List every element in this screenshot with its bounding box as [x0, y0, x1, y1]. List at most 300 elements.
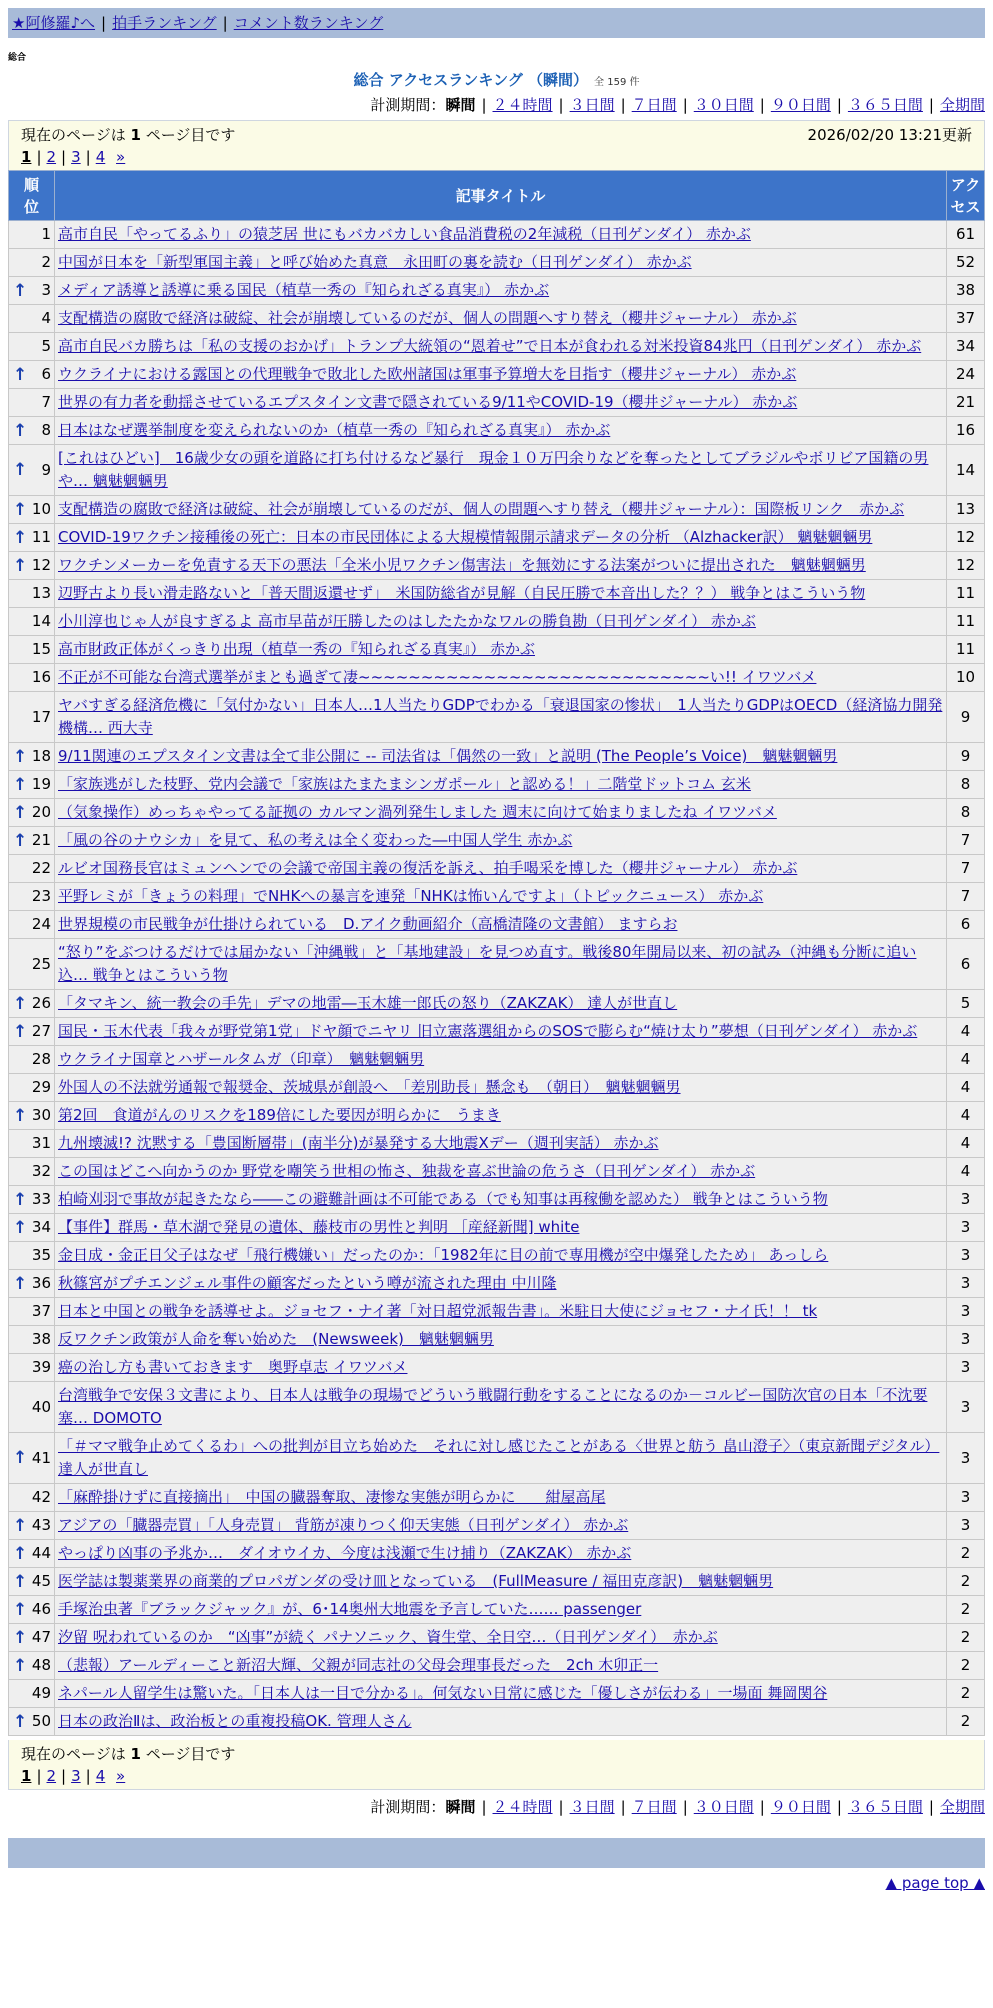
rank-number: 49 [31, 1684, 51, 1702]
article-link[interactable]: 高市自民「やってるふり」の猿芝居 世にもバカバカしい食品消費税の2年減税（日刊ゲンダイ） 赤かぶ [58, 225, 751, 243]
rank-number: 36 [31, 1274, 51, 1292]
footer-bar [8, 1838, 985, 1868]
article-link[interactable]: アジアの「臓器売買」「人身売買」 背筋が凍りつく仰天実態（日刊ゲンダイ） 赤かぶ [58, 1516, 629, 1534]
title-cell [55, 1433, 947, 1484]
rank-cell [9, 1512, 55, 1540]
access-count-cell: 4 [947, 1046, 985, 1074]
access-count-cell: 6 [947, 911, 985, 939]
rank-cell [9, 580, 55, 608]
page-link[interactable]: 4 [95, 148, 106, 166]
table-row [9, 1596, 985, 1624]
ranking-title [0, 69, 993, 90]
access-count-cell: 4 [947, 1158, 985, 1186]
article-link[interactable]: 世界規模の市民戦争が仕掛けられている D.アイク動画紹介（高橋清隆の文書館） ますらお [58, 915, 678, 933]
rank-number: 14 [31, 612, 51, 630]
title-cell [55, 664, 947, 692]
rank-number: 8 [41, 421, 51, 439]
page-prefix: 現在のページは [21, 1745, 126, 1763]
title-cell [55, 990, 947, 1018]
rank-up-arrow-icon: ↑ [13, 1599, 28, 1620]
access-count-cell: 11 [947, 608, 985, 636]
rank-number: 45 [31, 1572, 51, 1590]
rank-number: 47 [31, 1628, 51, 1646]
rank-number: 46 [31, 1600, 51, 1618]
table-row [9, 1624, 985, 1652]
rank-number: 3 [41, 281, 51, 299]
article-link[interactable]: ルビオ国務長官はミュンヘンでの会議で帝国主義の復活を訴え、拍手喝采を博した（櫻井ジャーナル） 赤かぶ [58, 859, 798, 877]
rank-cell [9, 389, 55, 417]
table-row [9, 1242, 985, 1270]
title-cell [55, 1596, 947, 1624]
rank-up-arrow-icon: ↑ [13, 1273, 28, 1294]
article-link[interactable]: “怒り”をぶつけるだけでは届かない「沖縄戦」と「基地建設」を見つめ直す。戦後80年開局以来、初の試み（沖縄も分断に追い込… 戦争とはこういう物 [58, 943, 917, 984]
rank-cell [9, 552, 55, 580]
next-page-link[interactable]: » [116, 148, 126, 166]
article-link[interactable]: 柏崎刈羽で事故が起きたなら――この避難計画は不可能である（でも知事は再稼働を認めた） 戦争とはこういう物 [58, 1190, 828, 1208]
table-row [9, 1433, 985, 1484]
article-link[interactable]: 医学誌は製薬業界の商業的プロパガンダの受け皿となっている (FullMeasure / 福田克彦訳) 魑魅魍魎男 [58, 1572, 774, 1590]
title-cell [55, 1130, 947, 1158]
article-link[interactable]: （悲報）アールディーこと新沼大輝、父親が同志社の父母会理事長だった 2ch 木卯正一 [58, 1656, 659, 1674]
rank-cell [9, 1270, 55, 1298]
table-row [9, 939, 985, 990]
period-link[interactable]: ３０日間 [693, 96, 754, 114]
access-count-cell: 7 [947, 827, 985, 855]
access-count-cell: 24 [947, 361, 985, 389]
rank-cell [9, 1382, 55, 1433]
access-count-cell: 2 [947, 1708, 985, 1736]
title-cell [55, 1382, 947, 1433]
title-cell [55, 911, 947, 939]
article-link[interactable]: 支配構造の腐敗で経済は破綻、社会が崩壊しているのだが、個人の問題へすり替え（櫻井ジャーナル） 赤かぶ [58, 309, 797, 327]
rank-cell [9, 1242, 55, 1270]
article-link[interactable]: 高市自民バカ勝ちは「私の支援のおかげ」トランプ大統領の“恩着せ”で日本が食われる対米投資84兆円（日刊ゲンダイ） 赤かぶ [58, 337, 922, 355]
article-link[interactable]: ワクチンメーカーを免責する天下の悪法「全米小児ワクチン傷害法」を無効にする法案がついに提出された 魑魅魍魎男 [58, 556, 866, 574]
title-cell [55, 799, 947, 827]
period-separator: | [836, 96, 842, 114]
article-link[interactable]: この国はどこへ向かうのか 野党を嘲笑う世相の怖さ、独裁を喜ぶ世論の危うさ（日刊ゲンダイ） 赤かぶ [58, 1162, 756, 1180]
access-count-cell: 4 [947, 1074, 985, 1102]
article-link[interactable]: 日本と中国との戦争を誘導せよ。ジョセフ・ナイ著「対日超党派報告書」。米駐日大使にジョセフ・ナイ氏！！ tk [58, 1302, 818, 1320]
table-row [9, 1158, 985, 1186]
rank-cell [9, 1214, 55, 1242]
table-row [9, 1382, 985, 1433]
rank-cell [9, 1596, 55, 1624]
access-count-cell: 3 [947, 1354, 985, 1382]
rank-number: 32 [31, 1162, 51, 1180]
page-link[interactable]: 2 [46, 148, 57, 166]
article-link[interactable]: 「麻酔掛けずに直接摘出」 中国の臓器奪取、凄惨な実態が明らかに 紺屋高尾 [58, 1488, 606, 1506]
article-link[interactable]: 手塚治虫著『ブラックジャック』が、6･14奥州大地震を予言していた…… passenger [58, 1600, 642, 1618]
rank-cell [9, 664, 55, 692]
ranking-table [8, 170, 985, 1736]
rank-number: 12 [31, 556, 51, 574]
title-cell [55, 1326, 947, 1354]
period-link[interactable]: 全期間 [939, 1798, 985, 1816]
rank-cell [9, 417, 55, 445]
access-count-cell: 3 [947, 1382, 985, 1433]
rank-cell [9, 1186, 55, 1214]
table-row [9, 911, 985, 939]
access-count-cell: 2 [947, 1540, 985, 1568]
title-cell [55, 855, 947, 883]
article-link[interactable]: 台湾戦争で安保３文書により、日本人は戦争の現場でどういう戦闘行動をすることになるのか－コルビー国防次官の日本「不沈要塞… DOMOTO [58, 1386, 928, 1427]
period-separator: | [836, 1798, 842, 1816]
table-row [9, 1298, 985, 1326]
article-link[interactable]: 反ワクチン政策が人命を奪い始めた (Newsweek) 魑魅魍魎男 [58, 1330, 494, 1348]
access-count-cell: 8 [947, 799, 985, 827]
access-count-cell: 11 [947, 580, 985, 608]
table-row [9, 1540, 985, 1568]
page-prefix: 現在のページは [21, 126, 126, 144]
rank-cell [9, 333, 55, 361]
period-separator: | [759, 1798, 765, 1816]
article-link[interactable]: 不正が不可能な台湾式選挙がまとも過ぎて凄~~~~~~~~~~~~~~~~~~~~~~~~~~~~い!! イワツバメ [58, 668, 817, 686]
access-count-cell: 4 [947, 1130, 985, 1158]
page-link[interactable]: 4 [95, 1767, 106, 1785]
rank-cell [9, 1708, 55, 1736]
period-link[interactable]: 全期間 [939, 96, 985, 114]
period-separator: | [682, 1798, 688, 1816]
article-link[interactable]: ウクライナ国章とハザールタムガ（印章） 魑魅魍魎男 [58, 1050, 425, 1068]
pagination-bottom [8, 1740, 985, 1790]
period-link[interactable]: ２４時間 [492, 96, 553, 114]
access-count-cell: 3 [947, 1214, 985, 1242]
article-link[interactable]: 日本はなぜ選挙制度を変えられないのか（植草一秀の『知られざる真実』） 赤かぶ [58, 421, 611, 439]
access-count-cell: 4 [947, 1102, 985, 1130]
rank-number: 30 [31, 1106, 51, 1124]
access-count-cell: 52 [947, 249, 985, 277]
period-link[interactable]: ２４時間 [492, 1798, 553, 1816]
access-count-cell: 9 [947, 743, 985, 771]
pager-separator: | [85, 1767, 91, 1785]
rank-cell [9, 990, 55, 1018]
article-link[interactable]: 「タマキン、統一教会の手先」デマの地雷―玉木雄一郎氏の怒り（ZAKZAK） 達人が世直し [58, 994, 678, 1012]
article-link[interactable]: COVID-19ワクチン接種後の死亡：日本の市民団体による大規模情報開示請求データの分析 （Alzhacker訳） 魑魅魍魎男 [58, 528, 873, 546]
article-link[interactable]: 「＃ママ戦争止めてくるわ」への批判が目立ち始めた それに対し感じたことがある〈世界と舫う 畠山澄子〉（東京新聞デジタル） 達人が世直し [58, 1437, 940, 1478]
article-link[interactable]: 「風の谷のナウシカ」を見て、私の考えは全く変わった―中国人学生 赤かぶ [58, 831, 573, 849]
article-link[interactable]: 高市財政正体がくっきり出現（植草一秀の『知られざる真実』） 赤かぶ [58, 640, 535, 658]
rank-up-arrow-icon: ↑ [13, 1711, 28, 1732]
rank-up-arrow-icon: ↑ [13, 1189, 28, 1210]
article-link[interactable]: やっぱり凶事の予兆か… ダイオウイカ、今度は浅瀬で生け捕り（ZAKZAK） 赤かぶ [58, 1544, 632, 1562]
period-link[interactable]: ３０日間 [693, 1798, 754, 1816]
period-separator: | [481, 96, 487, 114]
title-cell [55, 333, 947, 361]
access-count-cell: 2 [947, 1624, 985, 1652]
rank-number: 43 [31, 1516, 51, 1534]
article-link[interactable]: 世界の有力者を動揺させているエプスタイン文書で隠されている9/11やCOVID-19（櫻井ジャーナル） 赤かぶ [58, 393, 798, 411]
access-count-cell: 7 [947, 883, 985, 911]
article-link[interactable]: 国民・玉木代表「我々が野党第1党」ドヤ顔でニヤリ 旧立憲落選組からのSOSで膨らむ“焼け太り”夢想（日刊ゲンダイ） 赤かぶ [58, 1022, 918, 1040]
rank-cell [9, 1433, 55, 1484]
period-separator: | [481, 1798, 487, 1816]
rank-number: 29 [31, 1078, 51, 1096]
article-link[interactable]: 秋篠宮がプチエンジェル事件の顧客だったという噂が流された理由 中川隆 [58, 1274, 557, 1292]
rank-cell [9, 1624, 55, 1652]
rank-number: 16 [31, 668, 51, 686]
table-row [9, 417, 985, 445]
title-cell [55, 389, 947, 417]
title-cell [55, 883, 947, 911]
title-cell [55, 1046, 947, 1074]
rank-number: 50 [31, 1712, 51, 1730]
period-link[interactable]: ３日間 [569, 96, 615, 114]
rank-number: 5 [41, 337, 51, 355]
article-link[interactable]: 「家族逃がした枝野、党内会議で「家族はたまたまシンガポール」と認める！」二階堂ドットコム 玄米 [58, 775, 751, 793]
title-header: 記事タイトル [55, 171, 947, 221]
article-link[interactable]: 外国人の不法就労通報で報奨金、茨城県が創設へ 「差別助長」懸念も （朝日） 魑魅魍魎男 [58, 1078, 681, 1096]
nav-separator: | [222, 14, 228, 32]
table-row [9, 1568, 985, 1596]
table-row [9, 496, 985, 524]
table-row [9, 580, 985, 608]
period-link[interactable]: ９０日間 [770, 1798, 831, 1816]
access-header: アク セス [947, 171, 985, 221]
period-link[interactable]: ３６５日間 [847, 96, 923, 114]
article-link[interactable]: ネパール人留学生は驚いた。「日本人は一目で分かる」。何気ない日常に感じた「優しさが伝わる」一場面 舞岡関谷 [58, 1684, 828, 1702]
period-link[interactable]: ３日間 [569, 1798, 615, 1816]
period-link[interactable]: ７日間 [631, 1798, 677, 1816]
title-cell [55, 771, 947, 799]
rank-number: 35 [31, 1246, 51, 1264]
article-link[interactable]: 9/11関連のエプスタイン文書は全て非公開に -- 司法省は「偶然の一致」と説明 (The People’s Voice) 魑魅魍魎男 [58, 747, 838, 765]
rank-cell [9, 743, 55, 771]
access-count-cell: 4 [947, 1018, 985, 1046]
rank-up-arrow-icon: ↑ [13, 280, 28, 301]
article-link[interactable]: 小川淳也じゃ人が良すぎるよ 高市早苗が圧勝したのはしたたかなワルの勝負勘（日刊ゲンダイ） 赤かぶ [58, 612, 756, 630]
access-count-cell: 11 [947, 636, 985, 664]
rank-number: 9 [41, 460, 51, 479]
page-number: 1 [130, 126, 141, 144]
title-cell [55, 1158, 947, 1186]
title-cell [55, 249, 947, 277]
access-count-cell: 3 [947, 1186, 985, 1214]
rank-up-arrow-icon: ↑ [13, 1571, 28, 1592]
table-row [9, 1354, 985, 1382]
rank-number: 44 [31, 1544, 51, 1562]
article-link[interactable]: 九州壊滅!? 沈黙する「豊国断層帯」(南半分)が暴発する大地震Xデー（週刊実話） 赤かぶ [58, 1134, 659, 1152]
rank-number: 15 [31, 640, 51, 658]
rank-cell [9, 608, 55, 636]
page-link[interactable]: 3 [71, 1767, 81, 1785]
pager-separator: | [36, 148, 42, 166]
article-link[interactable]: 第2回 食道がんのリスクを189倍にした要因が明らかに うまき [58, 1106, 501, 1124]
access-count-cell: 37 [947, 305, 985, 333]
title-cell [55, 1652, 947, 1680]
access-count-cell: 12 [947, 552, 985, 580]
table-row [9, 692, 985, 743]
access-count-cell: 3 [947, 1433, 985, 1484]
rank-up-arrow-icon: ↑ [13, 1105, 28, 1126]
access-count-cell: 8 [947, 771, 985, 799]
genre-label: 総合 [8, 53, 27, 63]
access-count-cell: 61 [947, 221, 985, 249]
table-row [9, 524, 985, 552]
rank-cell [9, 636, 55, 664]
article-link[interactable]: 日本の政治Ⅱは、政治板との重複投稿OK. 管理人さん [58, 1712, 412, 1730]
table-row [9, 552, 985, 580]
rank-number: 19 [31, 775, 51, 793]
table-row [9, 1102, 985, 1130]
rank-up-arrow-icon: ↑ [13, 802, 28, 823]
page-link: 1 [21, 148, 32, 166]
access-count-cell: 3 [947, 1326, 985, 1354]
pager [21, 1765, 972, 1787]
rank-cell [9, 305, 55, 333]
rank-up-arrow-icon: ↑ [13, 420, 28, 441]
pager-separator: | [61, 148, 67, 166]
rank-number: 21 [31, 831, 51, 849]
title-cell [55, 1102, 947, 1130]
rank-up-arrow-icon: ↑ [13, 774, 28, 795]
table-row [9, 1018, 985, 1046]
article-link[interactable]: （気象操作）めっちゃやってる証拠の カルマン渦列発生しました 週末に向けて始まりましたね イワツバメ [58, 803, 777, 821]
page-top-container [8, 1874, 985, 1892]
article-link[interactable]: 平野レミが「きょうの料理」でNHKへの暴言を連発「NHKは怖いんですよ」（トピックニュース） 赤かぶ [58, 887, 764, 905]
rank-up-arrow-icon: ↑ [13, 1627, 28, 1648]
article-link[interactable]: 支配構造の腐敗で経済は破綻、社会が崩壊しているのだが、個人の問題へすり替え（櫻井ジャーナル）：国際板リンク 赤かぶ [58, 500, 905, 518]
table-row [9, 883, 985, 911]
article-link[interactable]: [これはひどい] 16歳少女の頭を道路に打ち付けるなど暴行 現金１０万円余りなどを奪ったとしてブラジルやボリビア国籍の男や… 魑魅魍魎男 [58, 449, 929, 490]
rank-number: 31 [31, 1134, 51, 1152]
article-link[interactable]: ヤバすぎる経済危機に「気付かない」日本人…1人当たりGDPでわかる「衰退国家の惨状」 1人当たりGDPはOECD（経済協力開発機構… 西大寺 [58, 696, 943, 737]
table-row [9, 990, 985, 1018]
page-link[interactable]: 3 [71, 148, 81, 166]
article-link[interactable]: 金日成・金正日父子はなぜ「飛行機嫌い」だったのか：「1982年に目の前で専用機が空中爆発したため」 あっしら [58, 1246, 829, 1264]
comment-ranking-link[interactable]: コメント数ランキング [233, 14, 384, 32]
rank-up-arrow-icon: ↑ [13, 1448, 28, 1468]
clap-ranking-link[interactable]: 拍手ランキング [112, 14, 217, 32]
rank-cell [9, 496, 55, 524]
title-cell [55, 1708, 947, 1736]
title-cell [55, 636, 947, 664]
article-link[interactable]: 辺野古より長い滑走路ないと「普天間返還せず」 米国防総省が見解（自民圧勝で本音出した？？） 戦争とはこういう物 [58, 584, 866, 602]
rank-cell [9, 221, 55, 249]
table-row [9, 305, 985, 333]
table-row [9, 636, 985, 664]
period-label: 計測期間： [370, 96, 446, 114]
rank-number: 10 [31, 500, 51, 518]
rank-header: 順 位 [9, 171, 55, 221]
table-row [9, 445, 985, 496]
title-cell [55, 361, 947, 389]
title-cell [55, 1074, 947, 1102]
rank-cell [9, 1680, 55, 1708]
pager-separator: | [61, 1767, 67, 1785]
title-cell [55, 1680, 947, 1708]
period-current: 瞬間 [445, 96, 476, 114]
table-row [9, 361, 985, 389]
table-row [9, 827, 985, 855]
period-selector-bottom [8, 1796, 985, 1818]
top-nav-bar [8, 8, 985, 38]
current-page-info [21, 124, 235, 146]
rank-cell [9, 883, 55, 911]
title-cell [55, 1568, 947, 1596]
table-row [9, 1326, 985, 1354]
article-link[interactable]: 【事件】群馬・草木湖で発見の遺体、藤枝市の男性と判明 ［産経新聞] white [58, 1218, 580, 1236]
period-separator: | [759, 96, 765, 114]
rank-cell [9, 1652, 55, 1680]
rank-cell [9, 855, 55, 883]
title-cell [55, 277, 947, 305]
table-row [9, 277, 985, 305]
rank-number: 24 [31, 915, 51, 933]
access-count-cell: 2 [947, 1652, 985, 1680]
access-count-cell: 13 [947, 496, 985, 524]
page-link[interactable]: 2 [46, 1767, 57, 1785]
rank-up-arrow-icon: ↑ [13, 1515, 28, 1536]
article-link[interactable]: 汐留 呪われているのか “凶事”が続く パナソニック、資生堂、全日空…（日刊ゲンダイ） 赤かぶ [58, 1628, 718, 1646]
title-cell [55, 1298, 947, 1326]
rank-up-arrow-icon: ↑ [13, 499, 28, 520]
rank-cell [9, 1540, 55, 1568]
table-row [9, 799, 985, 827]
ranking-title-text: 総合 アクセスランキング （瞬間） [353, 71, 589, 89]
pagination-top [8, 120, 985, 170]
rank-number: 17 [31, 707, 51, 726]
rank-up-arrow-icon: ↑ [13, 830, 28, 851]
access-count-cell: 34 [947, 333, 985, 361]
rank-cell [9, 277, 55, 305]
title-cell [55, 221, 947, 249]
title-cell [55, 580, 947, 608]
access-count-cell: 3 [947, 1242, 985, 1270]
article-link[interactable]: 癌の治し方も書いておきます 奥野卓志 イワツバメ [58, 1358, 408, 1376]
page-suffix: ページ目です [145, 126, 236, 144]
access-count-cell: 10 [947, 664, 985, 692]
rank-cell [9, 939, 55, 990]
rank-cell [9, 445, 55, 496]
rank-up-arrow-icon: ↑ [13, 527, 28, 548]
period-separator: | [620, 96, 626, 114]
article-link[interactable]: ウクライナにおける露国との代理戦争で敗北した欧州諸国は軍事予算増大を目指す（櫻井ジャーナル） 赤かぶ [58, 365, 797, 383]
title-cell [55, 1540, 947, 1568]
current-page-info [21, 1743, 235, 1765]
next-page-link[interactable]: » [116, 1767, 126, 1785]
access-count-cell: 38 [947, 277, 985, 305]
rank-cell [9, 249, 55, 277]
rank-number: 1 [41, 225, 51, 243]
rank-number: 37 [31, 1302, 51, 1320]
home-link[interactable]: ★阿修羅♪へ [12, 14, 96, 32]
table-row [9, 771, 985, 799]
rank-number: 23 [31, 887, 51, 905]
access-count-cell: 16 [947, 417, 985, 445]
period-link[interactable]: ９０日間 [770, 96, 831, 114]
page-top-link[interactable]: ▲ page top ▲ [885, 1874, 985, 1892]
access-count-cell: 5 [947, 990, 985, 1018]
table-row [9, 1186, 985, 1214]
access-count-cell: 2 [947, 1596, 985, 1624]
rank-cell [9, 1298, 55, 1326]
title-cell [55, 1214, 947, 1242]
period-link[interactable]: ３６５日間 [847, 1798, 923, 1816]
access-count-cell: 9 [947, 692, 985, 743]
table-row [9, 389, 985, 417]
rank-up-arrow-icon: ↑ [13, 993, 28, 1014]
access-count-cell: 3 [947, 1270, 985, 1298]
title-cell [55, 496, 947, 524]
rank-cell [9, 771, 55, 799]
table-header-row [9, 171, 985, 221]
article-link[interactable]: メディア誘導と誘導に乗る国民（植草一秀の『知られざる真実』） 赤かぶ [58, 281, 550, 299]
article-link[interactable]: 中国が日本を「新型軍国主義」と呼び始めた真意 永田町の裏を読む（日刊ゲンダイ） 赤かぶ [58, 253, 692, 271]
rank-up-arrow-icon: ↑ [13, 555, 28, 576]
period-link[interactable]: ７日間 [631, 96, 677, 114]
rank-number: 42 [31, 1488, 51, 1506]
